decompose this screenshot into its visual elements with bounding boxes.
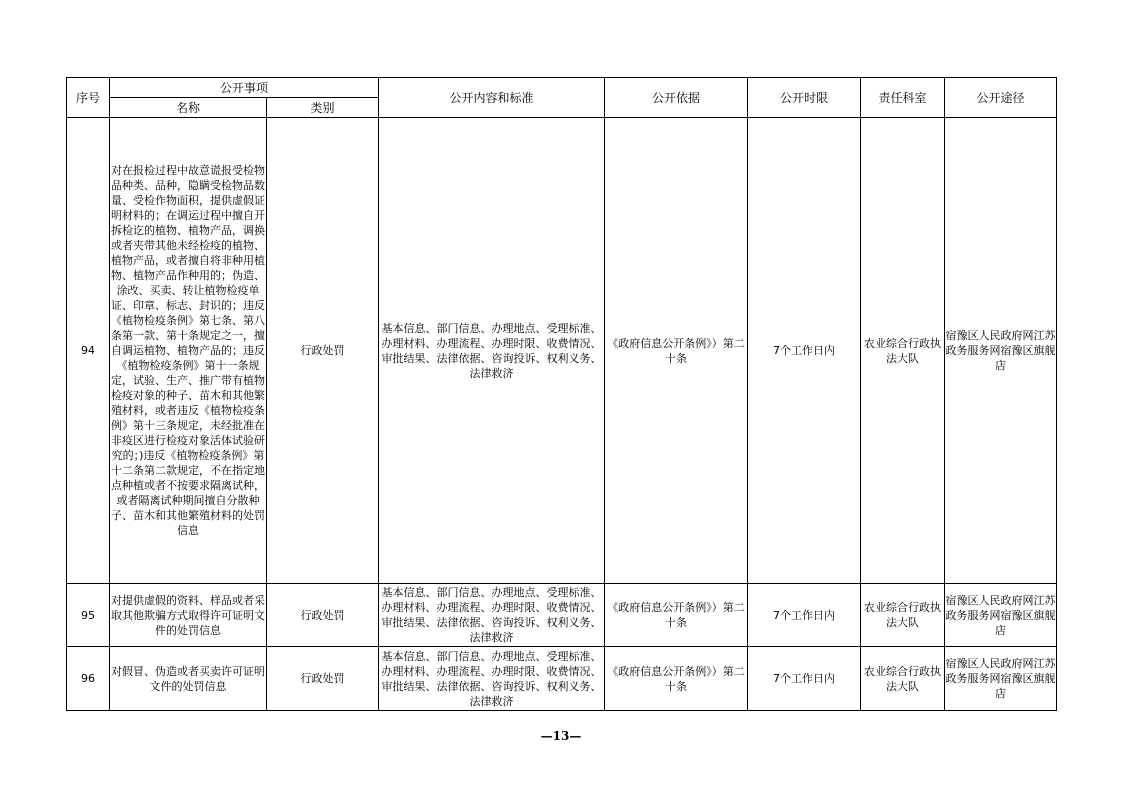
row-seq: 95 (67, 584, 110, 647)
row-seq: 96 (67, 647, 110, 711)
header-seq: 序号 (67, 78, 110, 118)
row-name: 对假冒、伪造或者买卖许可证明文件的处罚信息 (110, 647, 267, 711)
header-row (67, 78, 1057, 98)
row-content: 基本信息、部门信息、办理地点、受理标准、办理材料、办理流程、办理时限、收费情况、审批结果、法律依据、咨询投诉、权利义务、法律救济 (379, 647, 605, 711)
row-category: 行政处罚 (267, 584, 379, 647)
header-category: 类别 (267, 98, 379, 118)
header-dept: 责任科室 (861, 78, 945, 118)
header-channel: 公开途径 (945, 78, 1057, 118)
header-basis: 公开依据 (605, 78, 748, 118)
header-content: 公开内容和标准 (379, 78, 605, 118)
page-number: —13— (540, 729, 582, 743)
row-channel: 宿豫区人民政府网江苏政务服务网宿豫区旗舰店 (945, 584, 1057, 647)
row-seq: 94 (67, 118, 110, 584)
row-basis: 《政府信息公开条例》）第二十条 (605, 118, 748, 584)
header-time-limit: 公开时限 (748, 78, 861, 118)
row-dept: 农业综合行政执法大队 (861, 647, 945, 711)
row-content: 基本信息、部门信息、办理地点、受理标准、办理材料、办理流程、办理时限、收费情况、审批结果、法律依据、咨询投诉、权利义务、法律救济 (379, 584, 605, 647)
row-basis: 《政府信息公开条例》）第二十条 (605, 584, 748, 647)
table-row (67, 118, 1057, 584)
header-public-item: 公开事项 (110, 78, 379, 98)
row-category: 行政处罚 (267, 647, 379, 711)
row-dept: 农业综合行政执法大队 (861, 584, 945, 647)
row-channel: 宿豫区人民政府网江苏政务服务网宿豫区旗舰店 (945, 647, 1057, 711)
row-name: 对提供虚假的资料、样品或者采取其他欺骗方式取得许可证明文件的处罚信息 (110, 584, 267, 647)
row-dept: 农业综合行政执法大队 (861, 118, 945, 584)
row-name: 对在报检过程中故意谎报受检物品种类、品种，隐瞒受检物品数量、受检作物面积，提供虚假证明材料的；在调运过程中擅自开拆检讫的植物、植物产品，调换或者夹带其他未经检疫的植物、植物产品，或者擅自将非种用植物、植物产品作种用的；伪造、涂改、买卖、转让植物检疫单证、印章、标志、封识的；违反《植物检疫条例》第七条、第八条第一款、第十条规定之一，擅自调运植物、植物产品的；违反《植物检疫条例》第十一条规定，试验、生产、推广带有植物检疫对象的种子、苗木和其他繁殖材料，或者违反《植物检疫条例》第十三条规定，未经批准在非疫区进行检疫对象活体试验研究的；)违反《植物检疫条例》第十二条第二款规定，不在指定地点种植或者不按要求隔离试种，或者隔离试种期间擅自分散种子、苗木和其他繁殖材料的处罚信息 (110, 118, 267, 584)
row-time-limit: 7个工作日内 (748, 647, 861, 711)
row-content: 基本信息、部门信息、办理地点、受理标准、办理材料、办理流程、办理时限、收费情况、审批结果、法律依据、咨询投诉、权利义务、法律救济 (379, 118, 605, 584)
row-channel: 宿豫区人民政府网江苏政务服务网宿豫区旗舰店 (945, 118, 1057, 584)
header-name: 名称 (110, 98, 267, 118)
table-row (67, 584, 1057, 647)
row-time-limit: 7个工作日内 (748, 584, 861, 647)
row-category: 行政处罚 (267, 118, 379, 584)
disclosure-table (66, 77, 1057, 711)
row-time-limit: 7个工作日内 (748, 118, 861, 584)
table-row (67, 647, 1057, 711)
row-basis: 《政府信息公开条例》）第二十条 (605, 647, 748, 711)
